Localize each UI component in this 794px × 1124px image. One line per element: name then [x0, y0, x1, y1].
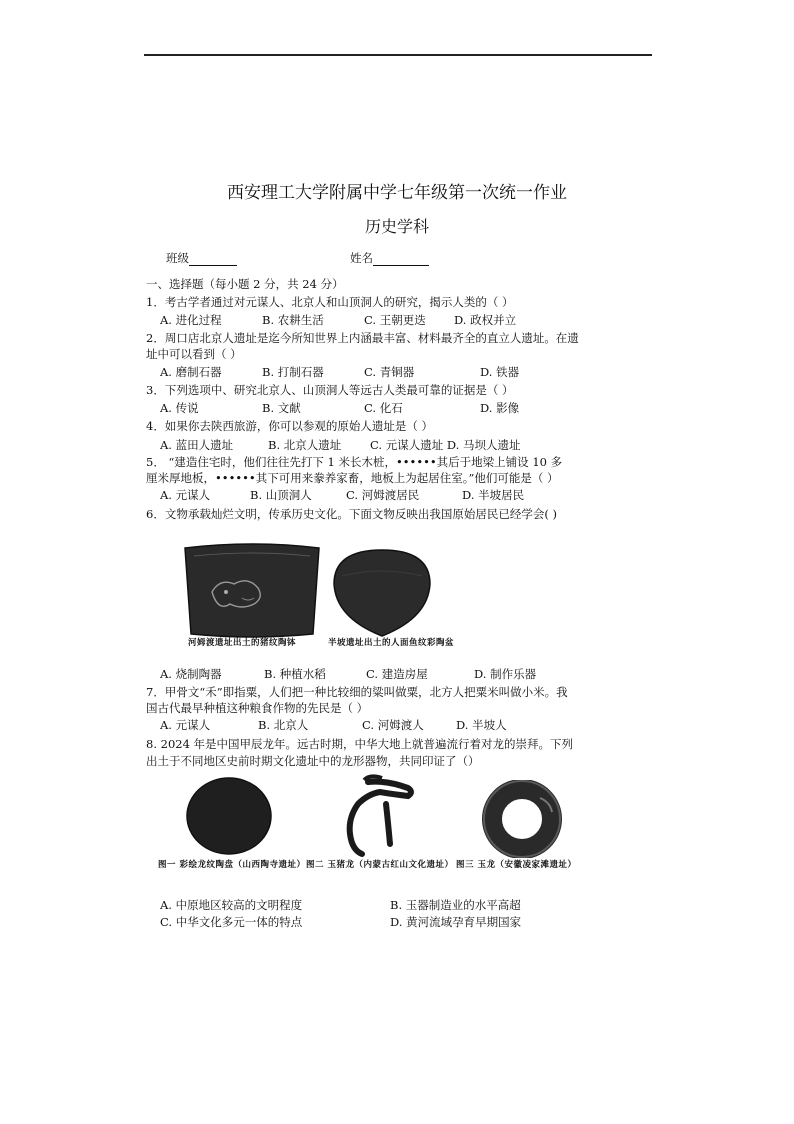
class-field — [166, 250, 237, 266]
option-d[interactable]: D. 制作乐器 — [474, 667, 537, 681]
question-stem-cont: 厘米厚地板，••••••其下可用来豢养家畜，地板上为起居住室。”他们可能是（ ） — [146, 471, 559, 485]
option-d[interactable]: D. 半坡人 — [456, 718, 507, 732]
option-c[interactable]: C. 化石 — [364, 401, 403, 415]
option-d[interactable]: D. 铁器 — [480, 365, 520, 379]
dragon-plate-image — [184, 776, 274, 856]
image-caption: 图二 玉猪龙（内蒙古红山文化遗址） — [306, 860, 454, 870]
option-a[interactable]: A. 蓝田人遗址 — [160, 438, 234, 452]
subject-title: 历史学科 — [364, 217, 429, 236]
question-stem: 1．考古学者通过对元谋人、北京人和山顶洞人的研究，揭示人类的（ ） — [146, 295, 514, 309]
option-a[interactable]: A. 元谋人 — [160, 718, 211, 732]
name-field — [350, 250, 429, 266]
option-b[interactable]: B. 农耕生活 — [262, 313, 324, 327]
jade-pig-dragon-image — [328, 774, 418, 862]
option-c[interactable]: C. 青铜器 — [364, 365, 415, 379]
option-c[interactable]: C. 王朝更迭 — [364, 313, 426, 327]
image-caption: 半坡遗址出土的人面鱼纹彩陶盆 — [328, 638, 455, 648]
option-b[interactable]: B. 文献 — [262, 401, 301, 415]
option-b[interactable]: B. 种植水稻 — [264, 667, 326, 681]
section-heading: 一、选择题（每小题 2 分，共 24 分） — [146, 277, 344, 291]
class-blank[interactable] — [189, 252, 237, 266]
option-b[interactable]: B. 山顶洞人 — [250, 488, 312, 502]
name-blank[interactable] — [373, 252, 429, 266]
option-c-d[interactable]: C. 元谋人遗址 D. 马坝人遗址 — [370, 438, 521, 452]
question-stem: 2．周口店北京人遗址是迄今所知世界上内涵最丰富、材料最齐全的直立人遗址。在遗 — [146, 331, 579, 345]
option-a[interactable]: A. 传说 — [160, 401, 199, 415]
option-c[interactable]: C. 建造房屋 — [366, 667, 428, 681]
option-a[interactable]: A. 元谋人 — [160, 488, 211, 502]
question-stem-cont: 国古代最早种植这种粮食作物的先民是（ ） — [146, 701, 369, 715]
image-caption: 河姆渡遗址出土的猪纹陶钵 — [188, 638, 297, 648]
option-a[interactable]: A. 磨制石器 — [160, 365, 222, 379]
option-d[interactable]: D. 半坡居民 — [462, 488, 525, 502]
document-title: 西安理工大学附属中学七年级第一次统一作业 — [227, 183, 567, 203]
option-a[interactable]: A. 烧制陶器 — [160, 667, 222, 681]
image-caption: 图三 玉龙（安徽凌家滩遗址） — [456, 860, 577, 870]
pottery-bowl-image — [182, 540, 322, 642]
jade-dragon-ring-image — [480, 780, 564, 858]
option-a[interactable]: A. 中原地区较高的文明程度 — [160, 898, 303, 912]
option-b[interactable]: B. 北京人 — [258, 718, 309, 732]
option-b[interactable]: B. 玉器制造业的水平高超 — [390, 898, 521, 912]
question-stem: 5． “建造住宅时，他们往往先打下 1 米长木桩，••••••其后于地梁上铺设 10 多 — [146, 455, 563, 469]
option-b[interactable]: B. 打制石器 — [262, 365, 324, 379]
painted-basin-image — [330, 546, 434, 640]
option-d[interactable]: D. 黄河流域孕育早期国家 — [390, 915, 522, 929]
option-b[interactable]: B. 北京人遗址 — [268, 438, 342, 452]
class-label: 班级 — [166, 251, 189, 265]
question-stem-cont: 出土于不同地区史前时期文化遗址中的龙形器物，共同印证了（） — [146, 754, 480, 768]
option-c[interactable]: C. 中华文化多元一体的特点 — [160, 915, 303, 929]
option-a[interactable]: A. 进化过程 — [160, 313, 222, 327]
option-c[interactable]: C. 河姆渡居民 — [346, 488, 420, 502]
image-caption: 图一 彩绘龙纹陶盘（山西陶寺遗址） — [158, 860, 306, 870]
top-rule — [144, 54, 652, 56]
question-stem: 3．下列选项中、研究北京人、山顶洞人等远古人类最可靠的证据是（ ） — [146, 383, 514, 397]
question-stem-cont: 址中可以看到（ ） — [146, 347, 242, 361]
option-d[interactable]: D. 政权并立 — [454, 313, 517, 327]
question-stem: 7．甲骨文“禾”即指粟，人们把一种比较细的粱叫做粟，北方人把粟米叫做小米。我 — [146, 685, 568, 699]
question-stem: 4．如果你去陕西旅游，你可以参观的原始人遗址是（ ） — [146, 419, 433, 433]
question-stem: 6．文物承载灿烂文明，传承历史文化。下面文物反映出我国原始居民已经学会( ) — [146, 507, 557, 521]
option-c[interactable]: C. 河姆渡人 — [362, 718, 424, 732]
question-stem: 8. 2024 年是中国甲辰龙年。远古时期，中华大地上就普遍流行着对龙的崇拜。下列 — [146, 737, 574, 751]
name-label: 姓名 — [350, 251, 373, 265]
option-d[interactable]: D. 影像 — [480, 401, 520, 415]
